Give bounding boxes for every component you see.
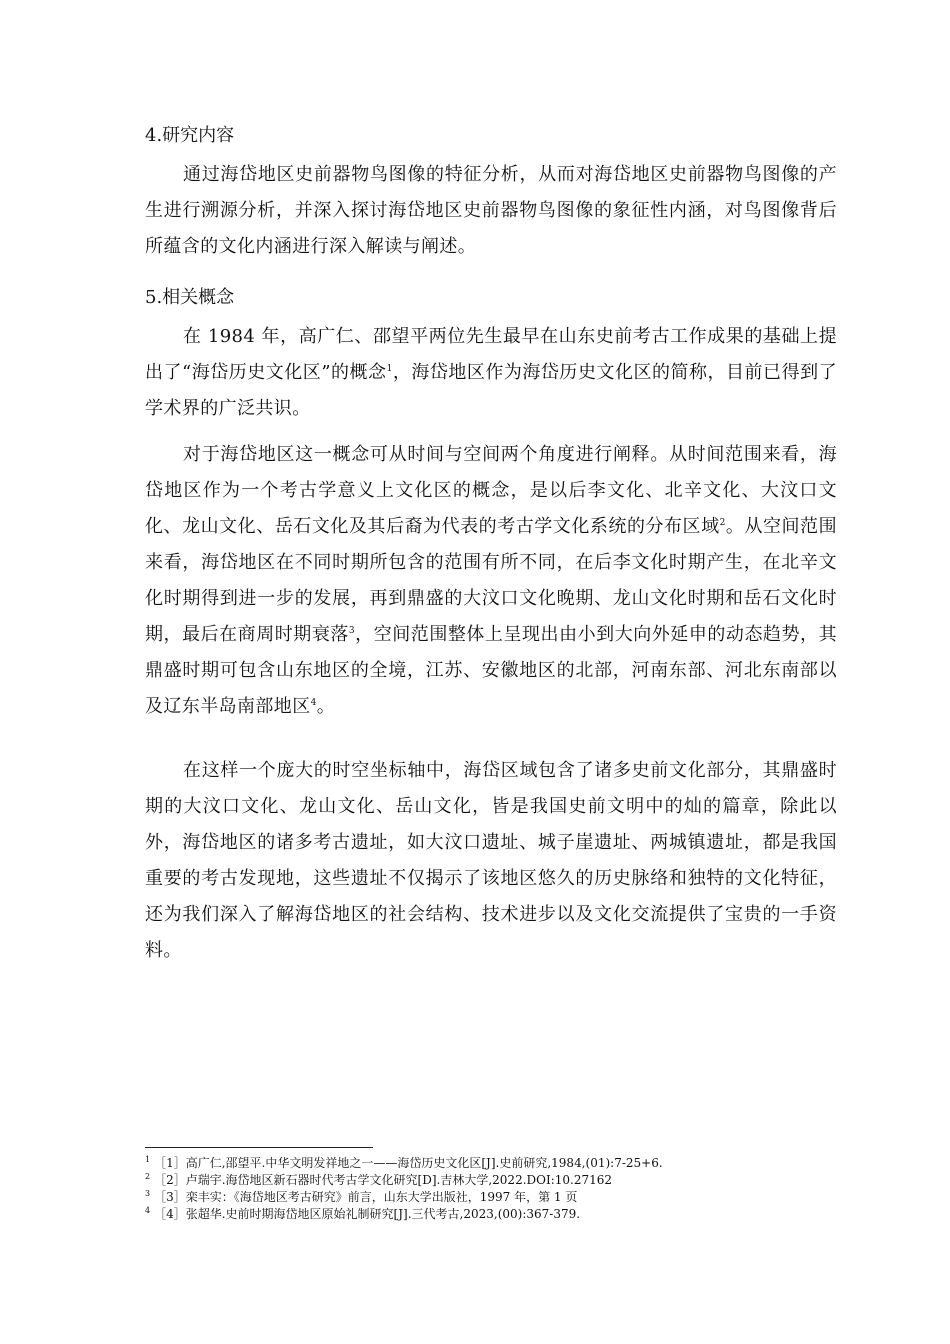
paragraph-sites: 在这样一个庞大的时空坐标轴中，海岱区域包含了诸多史前文化部分，其鼎盛时期的大汶口文化、龙山文化、岳山文化，皆是我国史前文明中的灿的篇章，除此以外，海岱地区的诸多考古遗址，如大汶口遗址、城子崖遗址、两城镇遗址，都是我国重要的考古发现地，这些遗址不仅揭示了该地区悠久的历史脉络和独特的文化特征，还为我们深入了解海岱地区的社会结构、技术进步以及文化交流提供了宝贵的一手资料。 <box>145 760 837 961</box>
footnote-reference[interactable]: 3 <box>348 626 356 636</box>
footnote-text: ［1］高广仁,邵望平.中华文明发祥地之一——海岱历史文化区[J].史前研究,1984,(01):7-25+6. <box>154 1156 663 1170</box>
footnote-mark: 4 <box>145 1206 151 1215</box>
footnote-mark: 3 <box>145 1189 151 1198</box>
footnote-list <box>145 1155 845 1223</box>
footnote-item <box>145 1189 845 1206</box>
footnote-item <box>145 1206 845 1223</box>
footnote-text: ［2］卢瑞宇.海岱地区新石器时代考古学文化研究[D].吉林大学,2022.DOI:10.27162 <box>154 1173 613 1187</box>
footnote-reference[interactable]: 2 <box>719 518 726 528</box>
paragraph-text: ，海岱地区作为海岱历史文化区的简称，目前已得到了学术界的广泛共识。 <box>145 362 837 419</box>
paragraph-text: 对于海岱地区这一概念可从时间与空间两个角度进行阐释。从时间范围来看，海岱地区作为一个考古学意义上文化区的概念，是以后李文化、北辛文化、大汶口文化、龙山文化、岳石文化及其后裔为代表的考古学文化系统的分布区域 <box>145 444 837 537</box>
paragraph-time-space <box>145 437 837 725</box>
footnote-divider <box>145 1147 373 1148</box>
section-heading-research-content: 4.研究内容 <box>145 125 235 146</box>
footnote-text: ［4］张超华.史前时期海岱地区原始礼制研究[J].三代考古,2023,(00):367-379. <box>154 1207 581 1221</box>
paragraph-research-content: 通过海岱地区史前器物鸟图像的特征分析，从而对海岱地区史前器物鸟图像的产生进行溯源分析，并深入探讨海岱地区史前器物鸟图像的象征性内涵，对鸟图像背后所蕴含的文化内涵进行深入解读与阐述。 <box>145 164 837 257</box>
paragraph-text: 。从空间范围来看，海岱地区在不同时期所包含的范围有所不同，在后李文化时期产生，在北辛文化时期得到进一步的发展，再到鼎盛的大汶口文化晚期、龙山文化时期和岳石文化时期，最后在商周时期衰落 <box>145 516 837 645</box>
footnote-reference[interactable]: 4 <box>310 698 317 708</box>
paragraph-haidai-origin <box>145 319 837 427</box>
footnote-item <box>145 1155 845 1172</box>
paragraph-text: ，空间范围整体上呈现出由小到大向外延申的动态趋势，其鼎盛时期可包含山东地区的全境，江苏、安徽地区的北部，河南东部、河北东南部以及辽东半岛南部地区 <box>145 624 837 717</box>
footnote-text: ［3］栾丰实：《海岱地区考古研究》前言，山东大学出版社，1997 年，第 1 页 <box>154 1190 578 1204</box>
footnote-item <box>145 1172 845 1189</box>
footnote-mark: 1 <box>145 1155 151 1164</box>
footnote-reference[interactable]: 1 <box>386 364 393 374</box>
paragraph-text: 在 1984 年，高广仁、邵望平两位先生最早在山东史前考古工作成果的基础上提出了“海岱历史文化区”的概念 <box>145 326 837 383</box>
section-heading-related-concepts: 5.相关概念 <box>145 287 235 308</box>
paragraph-text: 。 <box>316 696 336 717</box>
footnote-mark: 2 <box>145 1172 151 1181</box>
